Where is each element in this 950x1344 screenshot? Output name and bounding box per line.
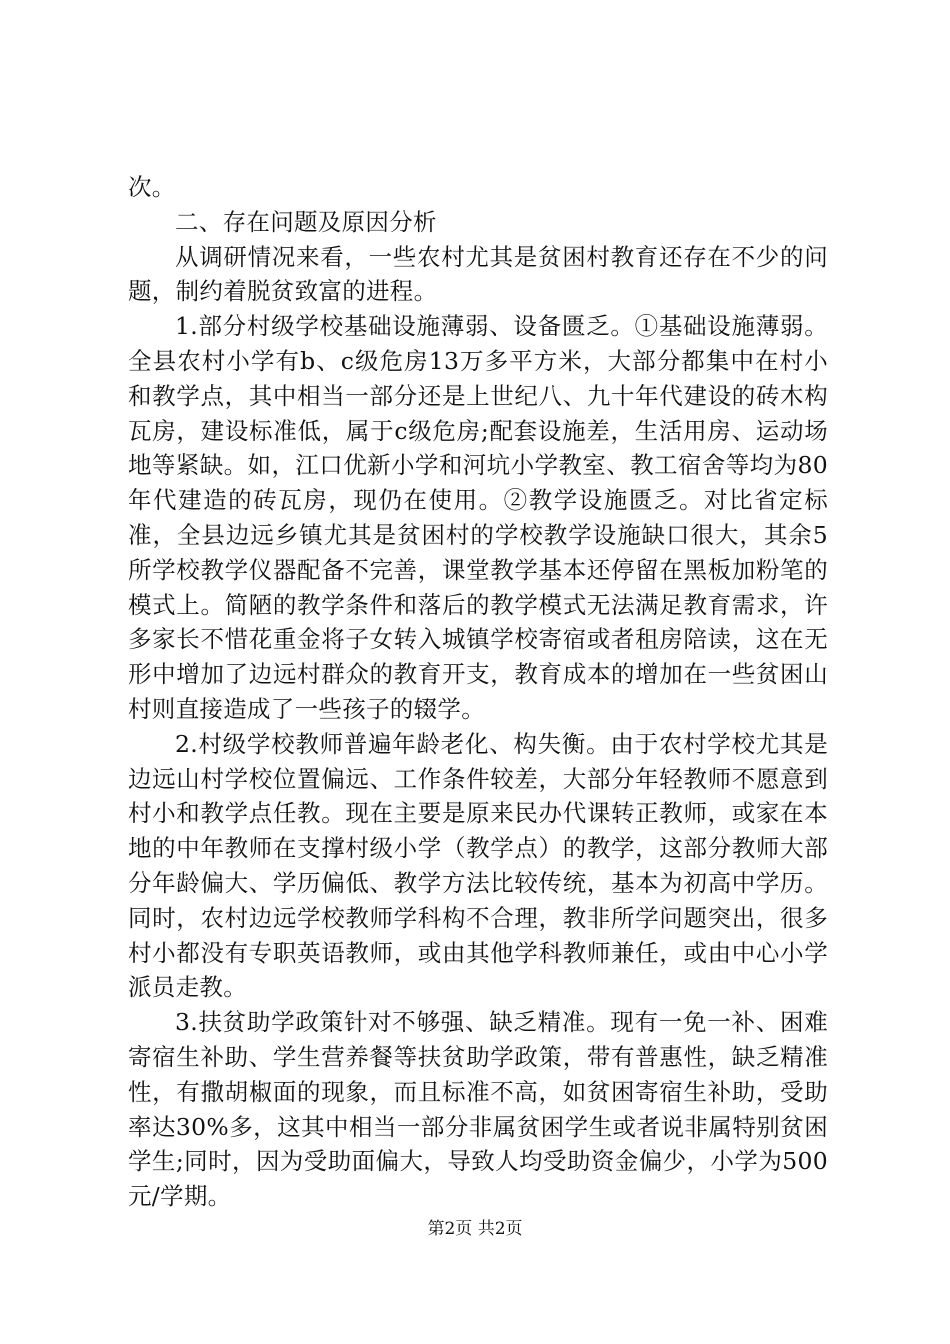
paragraph-item-3: 3.扶贫助学政策针对不够强、缺乏精准。现有一免一补、困难寄宿生补助、学生营养餐等扶贫助学政策，带有普惠性，缺乏精准性，有撒胡椒面的现象，而且标准不高，如贫困寄宿生补助，受助率达30%多，这其中相当一部分非属贫困学生或者说非属特别贫困学生;同时，因为受助面偏大，导致人均受助资金偏少，小学为500元/学期。 <box>128 1008 828 1211</box>
paragraph-continuation: 次。 <box>128 173 176 201</box>
paragraph-item-2: 2.村级学校教师普遍年龄老化、构失衡。由于农村学校尤其是边远山村学校位置偏远、工作条件较差，大部分年轻教师不愿意到村小和教学点任教。现在主要是原来民办代课转正教师，或家在本地的中年教师在支撑村级小学（教学点）的教学，这部分教师大部分年龄偏大、学历偏低、教学方法比较传统，基本为初高中学历。同时，农村边远学校教师学科构不合理，教非所学问题突出，很多村小都没有专职英语教师，或由其他学科教师兼任，或由中心小学派员走教。 <box>128 729 828 1002</box>
page-footer: 第2页 共2页 <box>427 1219 523 1239</box>
section-heading: 二、存在问题及原因分析 <box>175 207 437 236</box>
document-body <box>128 170 828 1214</box>
paragraph-item-1: 1.部分村级学校基础设施薄弱、设备匮乏。①基础设施薄弱。全县农村小学有b、c级危房13万多平方米，大部分都集中在村小和教学点，其中相当一部分还是上世纪八、九十年代建设的砖木构瓦房，建设标准低，属于c级危房;配套设施差，生活用房、运动场地等紧缺。如，江口优新小学和河坑小学教室、教工宿舍等均为80年代建造的砖瓦房，现仍在使用。②教学设施匮乏。对比省定标准，全县边远乡镇尤其是贫困村的学校教学设施缺口很大，其余5所学校教学仪器配备不完善，课堂教学基本还停留在黑板加粉笔的模式上。简陋的教学条件和落后的教学模式无法满足教育需求，许多家长不惜花重金将子女转入城镇学校寄宿或者租房陪读，这在无形中增加了边远村群众的教育开支，教育成本的增加在一些贫困山村则直接造成了一些孩子的辍学。 <box>128 312 828 723</box>
paragraph-intro: 从调研情况来看，一些农村尤其是贫困村教育还存在不少的问题，制约着脱贫致富的进程。 <box>128 242 828 306</box>
